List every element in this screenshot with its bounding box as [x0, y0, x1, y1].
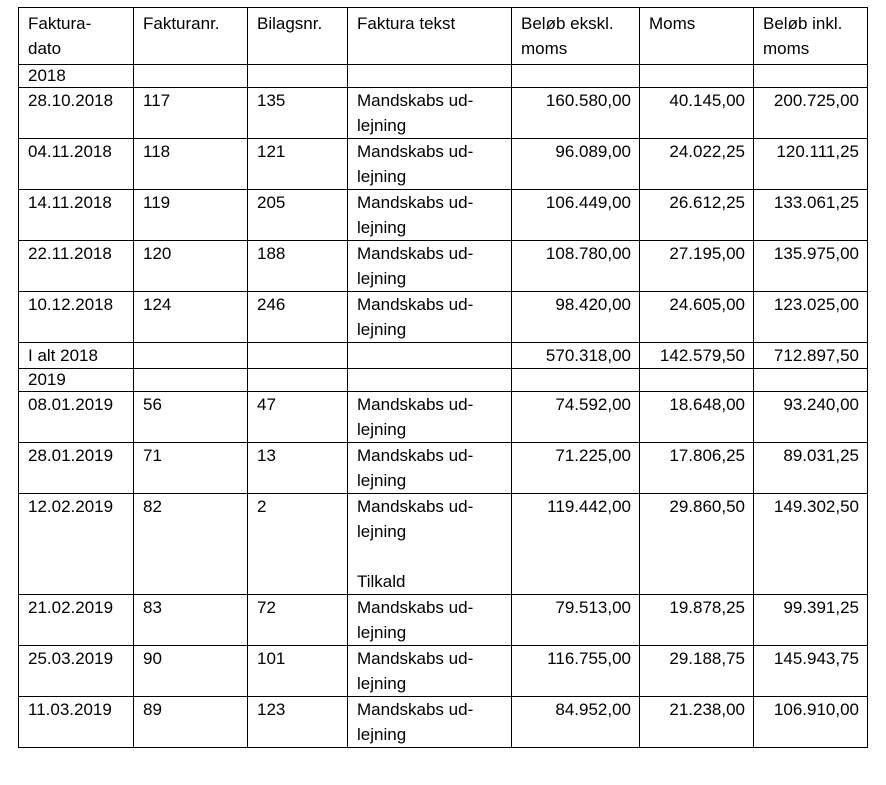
cell-tekst: Mandskabs ud- lejning	[348, 392, 512, 443]
cell-tekst: Mandskabs ud- lejning	[348, 697, 512, 748]
cell-dato: 11.03.2019	[19, 697, 134, 748]
year-label: 2019	[19, 369, 134, 392]
cell-bilag-nr: 188	[248, 241, 348, 292]
cell-inkl-moms: 99.391,25	[754, 595, 868, 646]
cell-inkl-moms: 145.943,75	[754, 646, 868, 697]
table-row	[19, 139, 868, 190]
cell-faktura-nr: 124	[134, 292, 248, 343]
table-row	[19, 697, 868, 748]
cell-dato: 25.03.2019	[19, 646, 134, 697]
header-inkl-moms: Beløb inkl. moms	[754, 8, 868, 65]
table-row	[19, 88, 868, 139]
cell-faktura-nr: 82	[134, 494, 248, 595]
cell-tekst: Mandskabs ud- lejning	[348, 595, 512, 646]
cell-bilag-nr: 246	[248, 292, 348, 343]
cell-tekst: Mandskabs ud- lejning	[348, 139, 512, 190]
cell-moms: 21.238,00	[640, 697, 754, 748]
cell-moms: 17.806,25	[640, 443, 754, 494]
cell-bilag-nr: 13	[248, 443, 348, 494]
cell-bilag-nr: 135	[248, 88, 348, 139]
header-moms: Moms	[640, 8, 754, 65]
total-inkl-moms: 712.897,50	[754, 343, 868, 369]
cell-inkl-moms: 149.302,50	[754, 494, 868, 595]
cell-inkl-moms: 106.910,00	[754, 697, 868, 748]
table-row	[19, 241, 868, 292]
table-row	[19, 190, 868, 241]
total-eksl-moms: 570.318,00	[512, 343, 640, 369]
cell-bilag-nr: 2	[248, 494, 348, 595]
cell-eksl-moms: 116.755,00	[512, 646, 640, 697]
cell-dato: 08.01.2019	[19, 392, 134, 443]
cell-moms: 26.612,25	[640, 190, 754, 241]
cell-eksl-moms: 71.225,00	[512, 443, 640, 494]
table-row	[19, 595, 868, 646]
cell-tekst: Mandskabs ud- lejning	[348, 443, 512, 494]
table-row	[19, 646, 868, 697]
invoice-table	[18, 7, 868, 748]
cell-bilag-nr: 205	[248, 190, 348, 241]
cell-faktura-nr: 71	[134, 443, 248, 494]
cell-moms: 40.145,00	[640, 88, 754, 139]
cell-inkl-moms: 123.025,00	[754, 292, 868, 343]
cell-dato: 12.02.2019	[19, 494, 134, 595]
cell-moms: 27.195,00	[640, 241, 754, 292]
cell-inkl-moms: 89.031,25	[754, 443, 868, 494]
cell-bilag-nr: 47	[248, 392, 348, 443]
header-faktura-tekst: Faktura tekst	[348, 8, 512, 65]
cell-dato: 14.11.2018	[19, 190, 134, 241]
cell-dato: 04.11.2018	[19, 139, 134, 190]
cell-faktura-nr: 117	[134, 88, 248, 139]
cell-eksl-moms: 106.449,00	[512, 190, 640, 241]
cell-bilag-nr: 123	[248, 697, 348, 748]
cell-tekst: Mandskabs ud- lejning	[348, 88, 512, 139]
cell-inkl-moms: 120.111,25	[754, 139, 868, 190]
cell-inkl-moms: 133.061,25	[754, 190, 868, 241]
year-row-2019	[19, 369, 868, 392]
cell-faktura-nr: 119	[134, 190, 248, 241]
cell-faktura-nr: 56	[134, 392, 248, 443]
cell-eksl-moms: 98.420,00	[512, 292, 640, 343]
cell-inkl-moms: 200.725,00	[754, 88, 868, 139]
cell-moms: 24.605,00	[640, 292, 754, 343]
cell-eksl-moms: 119.442,00	[512, 494, 640, 595]
year-row-2018	[19, 65, 868, 88]
total-label: I alt 2018	[19, 343, 134, 369]
table-body	[19, 65, 868, 748]
cell-faktura-nr: 83	[134, 595, 248, 646]
table-row	[19, 494, 868, 595]
cell-bilag-nr: 101	[248, 646, 348, 697]
cell-eksl-moms: 84.952,00	[512, 697, 640, 748]
cell-eksl-moms: 108.780,00	[512, 241, 640, 292]
total-row-2018	[19, 343, 868, 369]
cell-dato: 21.02.2019	[19, 595, 134, 646]
table-row	[19, 443, 868, 494]
cell-eksl-moms: 74.592,00	[512, 392, 640, 443]
cell-inkl-moms: 93.240,00	[754, 392, 868, 443]
cell-faktura-nr: 90	[134, 646, 248, 697]
cell-faktura-nr: 89	[134, 697, 248, 748]
cell-tekst: Mandskabs ud- lejning	[348, 292, 512, 343]
cell-tekst: Mandskabs ud- lejning Tilkald	[348, 494, 512, 595]
header-bilag-nr: Bilagsnr.	[248, 8, 348, 65]
cell-tekst: Mandskabs ud- lejning	[348, 190, 512, 241]
cell-eksl-moms: 96.089,00	[512, 139, 640, 190]
cell-eksl-moms: 160.580,00	[512, 88, 640, 139]
cell-dato: 22.11.2018	[19, 241, 134, 292]
year-label: 2018	[19, 65, 134, 88]
total-moms: 142.579,50	[640, 343, 754, 369]
cell-moms: 19.878,25	[640, 595, 754, 646]
cell-dato: 10.12.2018	[19, 292, 134, 343]
cell-inkl-moms: 135.975,00	[754, 241, 868, 292]
cell-moms: 18.648,00	[640, 392, 754, 443]
cell-eksl-moms: 79.513,00	[512, 595, 640, 646]
cell-tekst: Mandskabs ud- lejning	[348, 646, 512, 697]
cell-moms: 29.860,50	[640, 494, 754, 595]
header-row	[19, 8, 868, 65]
cell-faktura-nr: 120	[134, 241, 248, 292]
table-row	[19, 292, 868, 343]
cell-bilag-nr: 121	[248, 139, 348, 190]
cell-dato: 28.10.2018	[19, 88, 134, 139]
table-row	[19, 392, 868, 443]
cell-bilag-nr: 72	[248, 595, 348, 646]
cell-tekst: Mandskabs ud- lejning	[348, 241, 512, 292]
header-faktura-nr: Fakturanr.	[134, 8, 248, 65]
header-dato: Faktura- dato	[19, 8, 134, 65]
cell-moms: 29.188,75	[640, 646, 754, 697]
header-eksl-moms: Beløb ekskl. moms	[512, 8, 640, 65]
cell-faktura-nr: 118	[134, 139, 248, 190]
cell-dato: 28.01.2019	[19, 443, 134, 494]
cell-moms: 24.022,25	[640, 139, 754, 190]
